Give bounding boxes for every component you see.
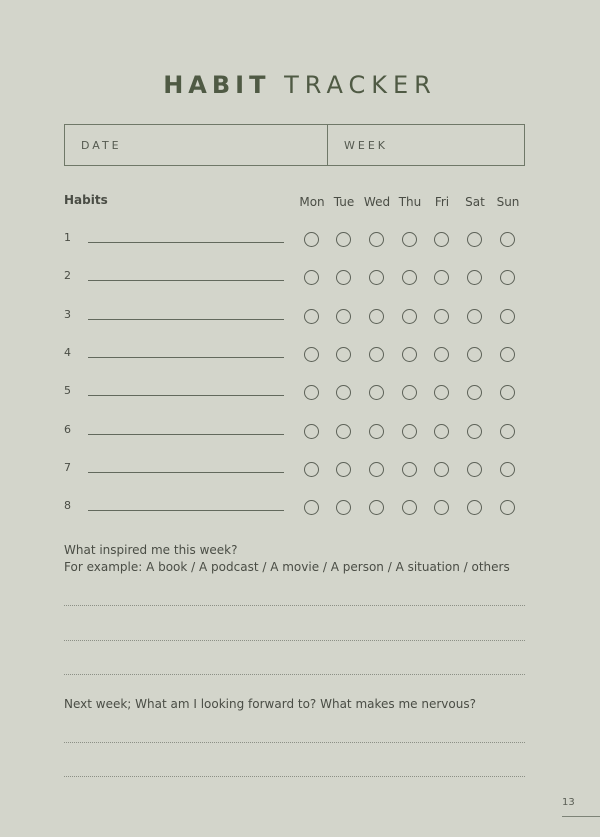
habit-check-circle-fri[interactable] — [434, 232, 449, 247]
habit-check-circle-wed[interactable] — [369, 232, 384, 247]
habit-check-circle-wed[interactable] — [369, 500, 384, 515]
title-light: TRACKER — [284, 71, 437, 99]
day-header-fri: Fri — [434, 195, 450, 209]
habit-check-circle-sun[interactable] — [500, 232, 515, 247]
habit-row — [0, 384, 600, 413]
habit-number: 4 — [64, 346, 71, 359]
day-header-wed: Wed — [363, 195, 391, 209]
habit-name-line[interactable] — [88, 319, 284, 320]
habit-check-circle-thu[interactable] — [402, 232, 417, 247]
habit-check-circle-thu[interactable] — [402, 385, 417, 400]
habit-name-line[interactable] — [88, 280, 284, 281]
habit-check-circle-sat[interactable] — [467, 270, 482, 285]
habit-check-circle-sun[interactable] — [500, 500, 515, 515]
habit-check-circle-sun[interactable] — [500, 462, 515, 477]
habits-header: Habits — [64, 193, 108, 207]
writing-line[interactable] — [64, 776, 525, 777]
habit-name-line[interactable] — [88, 472, 284, 473]
habit-check-circle-fri[interactable] — [434, 309, 449, 324]
habit-check-circle-sun[interactable] — [500, 385, 515, 400]
habit-check-circle-wed[interactable] — [369, 385, 384, 400]
day-header-tue: Tue — [333, 195, 355, 209]
habit-check-circle-tue[interactable] — [336, 462, 351, 477]
habit-check-circle-mon[interactable] — [304, 232, 319, 247]
habit-row — [0, 499, 600, 528]
habit-check-circle-thu[interactable] — [402, 500, 417, 515]
habit-check-circle-sat[interactable] — [467, 385, 482, 400]
habit-row — [0, 346, 600, 375]
habit-check-circle-tue[interactable] — [336, 385, 351, 400]
habit-row — [0, 423, 600, 452]
writing-line[interactable] — [64, 605, 525, 606]
week-field[interactable]: WEEK — [327, 124, 525, 166]
habit-check-circle-mon[interactable] — [304, 424, 319, 439]
page-number-rule — [562, 816, 600, 817]
habit-check-circle-tue[interactable] — [336, 270, 351, 285]
habit-check-circle-sun[interactable] — [500, 347, 515, 362]
habit-name-line[interactable] — [88, 242, 284, 243]
title-bold: HABIT — [163, 71, 271, 99]
inspired-example: For example: A book / A podcast / A movie / A person / A situation / others — [64, 560, 510, 574]
habit-check-circle-wed[interactable] — [369, 424, 384, 439]
habit-check-circle-sat[interactable] — [467, 424, 482, 439]
habit-number: 2 — [64, 269, 71, 282]
day-header-thu: Thu — [398, 195, 422, 209]
writing-line[interactable] — [64, 674, 525, 675]
next-week-question: Next week; What am I looking forward to? What makes me nervous? — [64, 697, 476, 711]
habit-row — [0, 308, 600, 337]
habit-check-circle-thu[interactable] — [402, 270, 417, 285]
habit-check-circle-sat[interactable] — [467, 462, 482, 477]
habit-check-circle-thu[interactable] — [402, 309, 417, 324]
habit-check-circle-mon[interactable] — [304, 385, 319, 400]
habit-row — [0, 231, 600, 260]
inspired-question: What inspired me this week? — [64, 543, 238, 557]
habit-check-circle-wed[interactable] — [369, 270, 384, 285]
habit-check-circle-sat[interactable] — [467, 232, 482, 247]
page-title — [0, 71, 600, 99]
habit-check-circle-tue[interactable] — [336, 347, 351, 362]
habit-check-circle-fri[interactable] — [434, 385, 449, 400]
day-header-mon: Mon — [299, 195, 325, 209]
habit-check-circle-sat[interactable] — [467, 500, 482, 515]
habit-check-circle-sun[interactable] — [500, 424, 515, 439]
habit-check-circle-sat[interactable] — [467, 309, 482, 324]
date-field[interactable]: DATE — [64, 124, 328, 166]
habit-check-circle-wed[interactable] — [369, 309, 384, 324]
habit-check-circle-sun[interactable] — [500, 309, 515, 324]
habit-check-circle-tue[interactable] — [336, 424, 351, 439]
habit-name-line[interactable] — [88, 510, 284, 511]
habit-number: 6 — [64, 423, 71, 436]
habit-name-line[interactable] — [88, 357, 284, 358]
habit-name-line[interactable] — [88, 434, 284, 435]
habit-row — [0, 461, 600, 490]
habit-row — [0, 269, 600, 298]
page-number: 13 — [562, 797, 575, 808]
habit-number: 3 — [64, 308, 71, 321]
habit-check-circle-wed[interactable] — [369, 347, 384, 362]
habit-check-circle-mon[interactable] — [304, 500, 319, 515]
habit-check-circle-mon[interactable] — [304, 270, 319, 285]
habit-check-circle-fri[interactable] — [434, 500, 449, 515]
habit-number: 7 — [64, 461, 71, 474]
habit-check-circle-tue[interactable] — [336, 309, 351, 324]
habit-check-circle-tue[interactable] — [336, 500, 351, 515]
habit-check-circle-thu[interactable] — [402, 424, 417, 439]
habit-check-circle-sun[interactable] — [500, 270, 515, 285]
habit-check-circle-sat[interactable] — [467, 347, 482, 362]
habit-check-circle-tue[interactable] — [336, 232, 351, 247]
habit-check-circle-mon[interactable] — [304, 347, 319, 362]
writing-line[interactable] — [64, 742, 525, 743]
habit-check-circle-thu[interactable] — [402, 462, 417, 477]
habit-check-circle-mon[interactable] — [304, 462, 319, 477]
habit-check-circle-fri[interactable] — [434, 424, 449, 439]
habit-name-line[interactable] — [88, 395, 284, 396]
habit-number: 1 — [64, 231, 71, 244]
habit-check-circle-mon[interactable] — [304, 309, 319, 324]
day-header-sat: Sat — [465, 195, 485, 209]
habit-check-circle-fri[interactable] — [434, 270, 449, 285]
habit-check-circle-fri[interactable] — [434, 347, 449, 362]
habit-check-circle-wed[interactable] — [369, 462, 384, 477]
day-header-sun: Sun — [496, 195, 520, 209]
habit-number: 8 — [64, 499, 71, 512]
writing-line[interactable] — [64, 640, 525, 641]
habit-check-circle-thu[interactable] — [402, 347, 417, 362]
habit-number: 5 — [64, 384, 71, 397]
habit-check-circle-fri[interactable] — [434, 462, 449, 477]
